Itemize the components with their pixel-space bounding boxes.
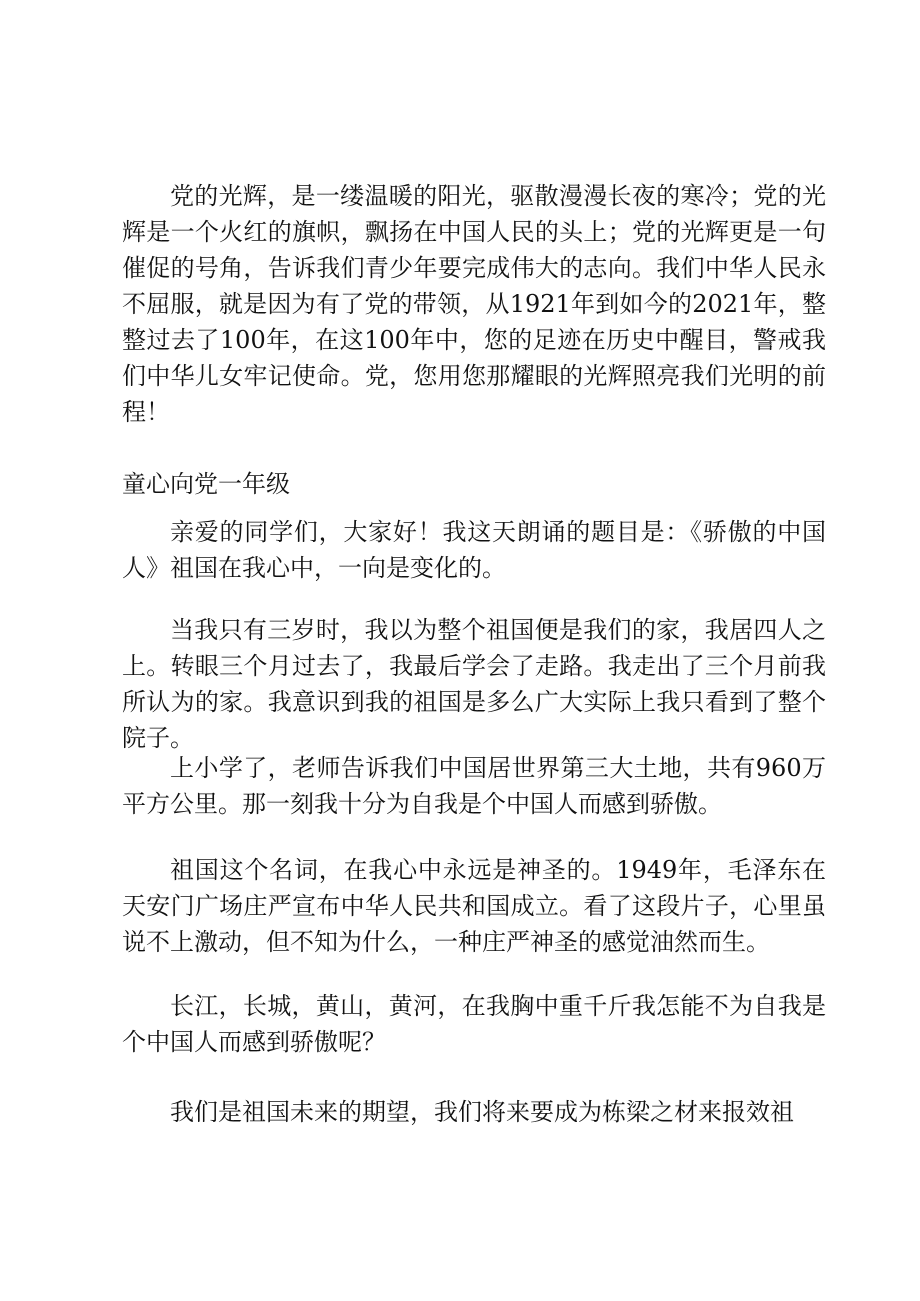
paragraph-future-hope: 我们是祖国未来的期望，我们将来要成为栋梁之材来报效祖 (170, 1098, 794, 1126)
paragraph-three-years-old: 当我只有三岁时，我以为整个祖国便是我们的家，我居四人之上。转眼三个月过去了，我最后学会了走路。我走出了三个月前我所认为的家。我意识到我的祖国是多么广大实际上我只看到了整个院子。 (122, 616, 826, 752)
paragraph-primary-school: 上小学了，老师告诉我们中国居世界第三大土地，共有960万平方公里。那一刻我十分为自我是个中国人而感到骄傲。 (122, 754, 826, 818)
paragraph-greeting: 亲爱的同学们，大家好！我这天朗诵的题目是：《骄傲的中国人》祖国在我心中，一向是变化的。 (122, 518, 826, 582)
paragraph-party-light: 党的光辉，是一缕温暖的阳光，驱散漫漫长夜的寒冷；党的光辉是一个火红的旗帜，飘扬在中国人民的头上；党的光辉更是一句催促的号角，告诉我们青少年要完成伟大的志向。我们中华人民永不屈服，就是因为有了党的带领，从1921年到如今的2021年，整整过去了100年，在这100年中，您的足迹在历史中醒目，警戒我们中华儿女牢记使命。党，您用您那耀眼的光辉照亮我们光明的前程！ (122, 182, 826, 426)
paragraph-motherland-sacred: 祖国这个名词，在我心中永远是神圣的。1949年，毛泽东在天安门广场庄严宣布中华人民共和国成立。看了这段片子，心里虽说不上激动，但不知为什么，一种庄严神圣的感觉油然而生。 (122, 856, 826, 956)
paragraph-rivers-mountains: 长江，长城，黄山，黄河，在我胸中重千斤我怎能不为自我是个中国人而感到骄傲呢？ (122, 992, 826, 1056)
section-heading: 童心向党一年级 (122, 470, 290, 498)
